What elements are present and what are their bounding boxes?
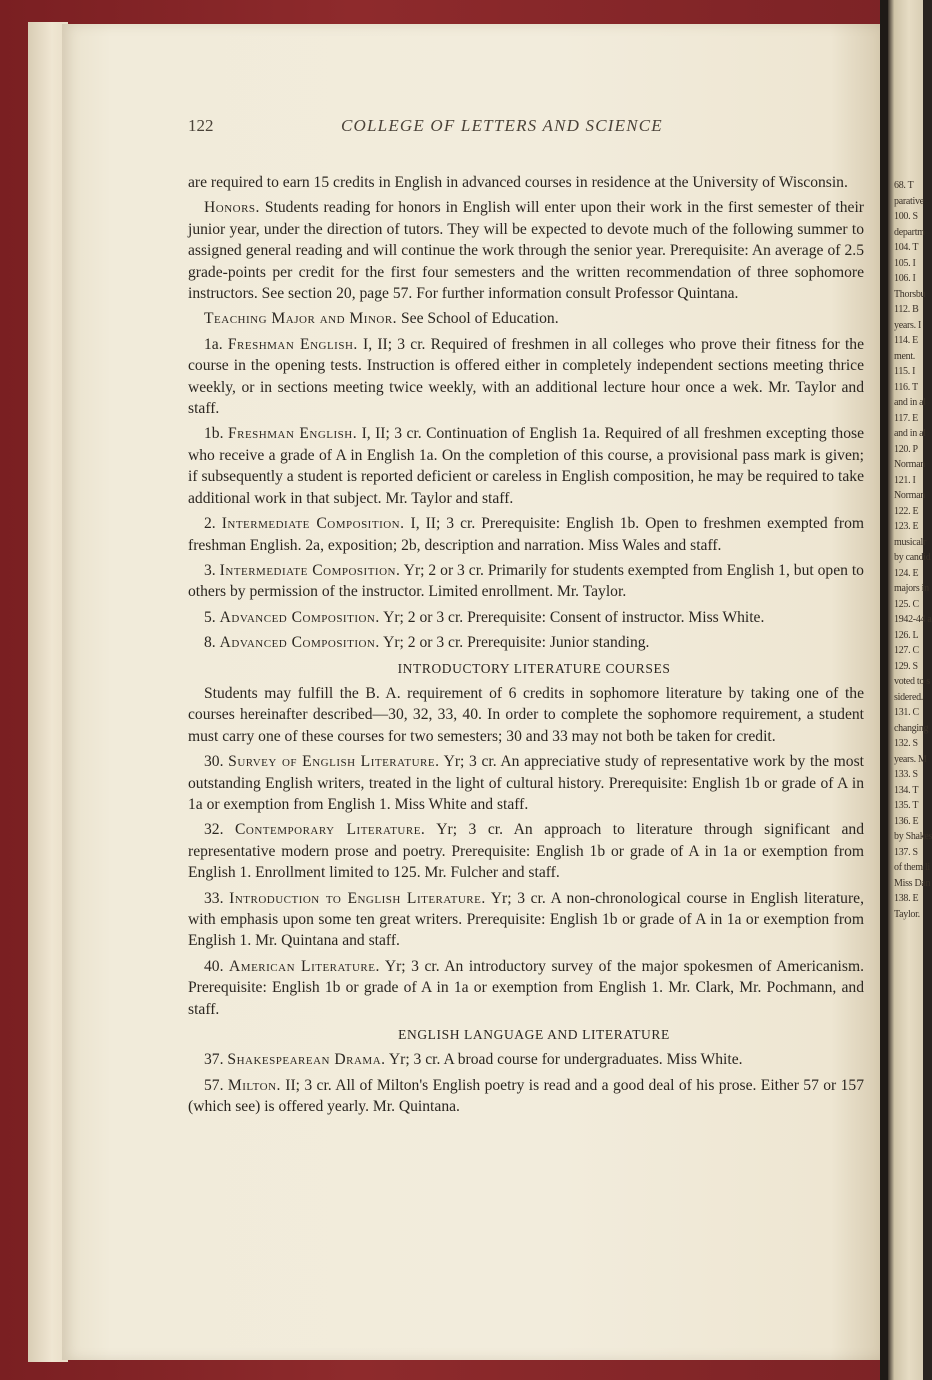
course-description: Yr; 3 cr. An introductory survey of the major spokesmen of Americanism. Prerequisite: English 1b or grade of A in 1a or exemption from English 1. Mr. Clark, Mr. Pochmann, and staff.: [188, 957, 864, 1018]
course-entry: [188, 632, 864, 653]
course-number: 33.: [204, 889, 224, 907]
intro-literature-paragraph: Students may fulfill the B. A. requirement of 6 credits in sophomore literature by taking one of the courses hereinafter described—30, 32, 33, 40. In order to complete the sophomore requirement, a student must carry one of these courses for two semesters; 30 and 33 may not both be taken for credit.: [188, 684, 864, 745]
next-page-fragment: 127. C: [894, 645, 919, 656]
course-name: Freshman English.: [227, 335, 358, 353]
course-number: 30.: [204, 753, 224, 771]
next-page-fragment: 134. T: [894, 784, 919, 796]
teaching-text: See School of Education.: [400, 310, 559, 328]
course-number: 8.: [204, 634, 216, 652]
next-page-fragment: sidered.: [894, 691, 923, 703]
course-description: I, II; 3 cr. Required of freshmen in all colleges who prove their fitness for the course in the opening tests. Instruction is offered either in completely independent sections meeting thrice weekly, or in sections meeting twice weekly, with an additional lecture hour once a wek. Mr. Taylor and staff.: [188, 335, 864, 418]
next-page-fragment: 125. C: [894, 598, 919, 610]
course-description: Yr; 3 cr. A non-chronological course in English literature, with emphasis upon some ten great writers. Prerequisite: English 1b or grade of A in 1a or exemption from English 1. Mr. Quintana and staff.: [188, 889, 864, 950]
next-page-fragment: 115. I: [894, 366, 916, 377]
course-number: 40.: [204, 957, 224, 975]
next-page-fragment: Norman: [894, 459, 925, 470]
teaching-paragraph: [188, 308, 864, 329]
next-page-fragment: ment.: [894, 350, 915, 362]
course-description: Yr; 3 cr. An appreciative study of representative work by the most outstanding English writers, treated in the light of cultural history. Prerequisite: English 1b or grade of A in 1a or exemption from English 1. Miss White and staff.: [188, 753, 865, 813]
course-entry: [188, 560, 864, 603]
next-page-fragment: by candid: [894, 552, 931, 563]
next-page-fragment: 117. E: [894, 412, 918, 424]
course-number: 5.: [204, 608, 216, 626]
next-page-fragment: 129. S: [894, 660, 918, 672]
course-number: 32.: [204, 821, 224, 839]
course-description: I, II; 3 cr. Prerequisite: English 1b. Open to freshmen exempted from freshman English. 2a, exposition; 2b, description and narration. Miss Wales and staff.: [188, 515, 864, 554]
course-name: Advanced Composition.: [219, 634, 380, 652]
course-description: I, II; 3 cr. Continuation of English 1a. Required of all freshmen excepting those who receive a grade of A in English 1a. On the completion of this course, a provisional pass mark is given; if subsequently a student is reported deficient or careless in English composition, he may be required to take additional work in that subject. Mr. Taylor and staff.: [188, 425, 864, 507]
honors-paragraph: [188, 197, 864, 304]
honors-label: Honors.: [204, 199, 260, 217]
course-description: II; 3 cr. All of Milton's English poetry is read and a good deal of his prose. Either 57 or 157 (which see) is offered yearly. Mr. Quintana.: [188, 1076, 864, 1116]
course-name: Advanced Composition.: [219, 608, 380, 626]
course-description: Yr; 2 or 3 cr. Prerequisite: Consent of instructor. Miss White.: [383, 608, 765, 626]
course-name: Milton.: [227, 1076, 281, 1094]
course-name: Survey of English Literature.: [228, 753, 440, 771]
course-name: Shakespearean Drama.: [227, 1051, 386, 1069]
next-page-fragment: 114. E: [894, 335, 918, 346]
next-page-fragment: 106. I: [894, 273, 916, 284]
course-name: Intermediate Composition.: [221, 515, 405, 533]
teaching-label: Teaching Major and Minor.: [204, 310, 398, 328]
section-heading-language-literature: ENGLISH LANGUAGE AND LITERATURE: [398, 1027, 670, 1043]
course-description: Yr; 2 or 3 cr. Primarily for students exempted from English 1, but open to others by permission of the instructor. Limited enrollment. Mr. Taylor.: [188, 561, 864, 601]
course-entry: [188, 607, 864, 628]
next-page-fragment: 68. T: [894, 180, 914, 191]
running-header: [188, 116, 864, 140]
next-page-fragment: 116. T: [894, 381, 918, 393]
honors-text: Students reading for honors in English will enter upon their work in the first semester of their junior year, under the direction of tutors. They will be expected to devote much of the following summer to assigned general reading and will continue the work through the senior year. Prerequisite: An average of 2.5 grade-points per credit for the first four semesters and the written recommendation of three sophomore instructors. See section 20, page 57. For further information consult Professor Quintana.: [188, 199, 864, 303]
course-number: 37.: [204, 1051, 224, 1069]
course-name: Contemporary Literature.: [235, 821, 426, 839]
next-page-fragment: Taylor.: [894, 908, 920, 920]
next-page-fragment: 124. E: [894, 567, 919, 579]
next-page-fragment: Miss Dan: [894, 877, 931, 889]
next-page-strip: [888, 0, 932, 1380]
course-name: American Literature.: [229, 957, 380, 975]
next-page-fragment: 120. P: [894, 443, 918, 455]
course-entry: [188, 1075, 864, 1118]
next-page-fragment: 1942-44 a: [894, 614, 932, 625]
course-entry: [188, 423, 864, 509]
course-entry: [188, 334, 864, 420]
course-number: 1a.: [204, 335, 223, 353]
course-entry: [188, 888, 864, 952]
section-heading-introductory-literature: INTRODUCTORY LITERATURE COURSES: [397, 660, 671, 676]
next-page-fragment: 126. L: [894, 629, 919, 641]
course-entry: [188, 751, 864, 815]
next-page-fragment: by Shakes: [894, 831, 932, 842]
next-page-fragment: 131. C: [894, 707, 919, 718]
next-page-fragment: parative: [894, 195, 924, 207]
next-page-fragment: 137. S: [894, 846, 918, 858]
course-description: Yr; 3 cr. An approach to literature through significant and representative modern prose and poetry. Prerequisite: English 1b or grade of A in 1a or exemption from English 1. Enrollment limited to 125. Mr. Fulcher and staff.: [188, 821, 864, 882]
next-page-fragment: and in al: [894, 397, 926, 408]
next-page-fragment: 105. I: [894, 257, 916, 269]
course-entry: [188, 956, 864, 1020]
course-entry: [188, 819, 864, 883]
course-name: Introduction to English Literature.: [229, 889, 486, 907]
course-number: 1b.: [204, 425, 224, 443]
next-page-fragment: Thorsbu: [894, 288, 926, 300]
next-page-fragment: majors in: [894, 583, 929, 594]
running-title: COLLEGE OF LETTERS AND SCIENCE: [341, 116, 663, 135]
next-page-fragment: departm: [894, 226, 925, 238]
next-page-fragment: 132. S: [894, 738, 918, 749]
next-page-fragment: 136. E: [894, 815, 919, 827]
course-number: 3.: [204, 561, 216, 579]
next-page-fragment: changing: [894, 722, 929, 734]
page-number: 122: [188, 116, 214, 135]
next-page-fragment: Norman: [894, 490, 925, 501]
next-page-fragment: 100. S: [894, 211, 918, 222]
next-page-fragment: 138. E: [894, 893, 919, 904]
next-page-fragment: 122. E: [894, 505, 919, 517]
next-page-fragment: 121. I: [894, 474, 916, 486]
page-body: [188, 172, 864, 1122]
next-page-fragment: 104. T: [894, 242, 919, 253]
next-page-fragment: 112. B: [894, 304, 919, 315]
course-name: Intermediate Composition.: [219, 561, 401, 579]
next-page-fragment: musicalr: [894, 536, 927, 548]
next-page-fragment: voted to s: [894, 676, 930, 687]
next-page-fragment: and in al: [894, 428, 926, 439]
intro-paragraph: are required to earn 15 credits in English in advanced courses in residence at the University of Wisconsin.: [188, 174, 848, 191]
course-number: 2.: [204, 515, 216, 533]
next-page-fragment: 135. T: [894, 800, 919, 811]
course-number: 57.: [204, 1076, 224, 1094]
next-page-fragment: years. I: [894, 319, 922, 331]
next-page-fragment: years. M: [894, 753, 927, 765]
course-entry: [188, 1049, 864, 1070]
course-description: Yr; 2 or 3 cr. Prerequisite: Junior standing.: [383, 634, 650, 652]
next-page-fragment: of them li: [894, 862, 930, 873]
next-page-fragment: 133. S: [894, 769, 918, 780]
course-entry: [188, 513, 864, 556]
next-page-fragment: 123. E: [894, 521, 919, 532]
course-name: Freshman English.: [227, 425, 358, 443]
course-description: Yr; 3 cr. A broad course for undergraduates. Miss White.: [388, 1051, 743, 1069]
